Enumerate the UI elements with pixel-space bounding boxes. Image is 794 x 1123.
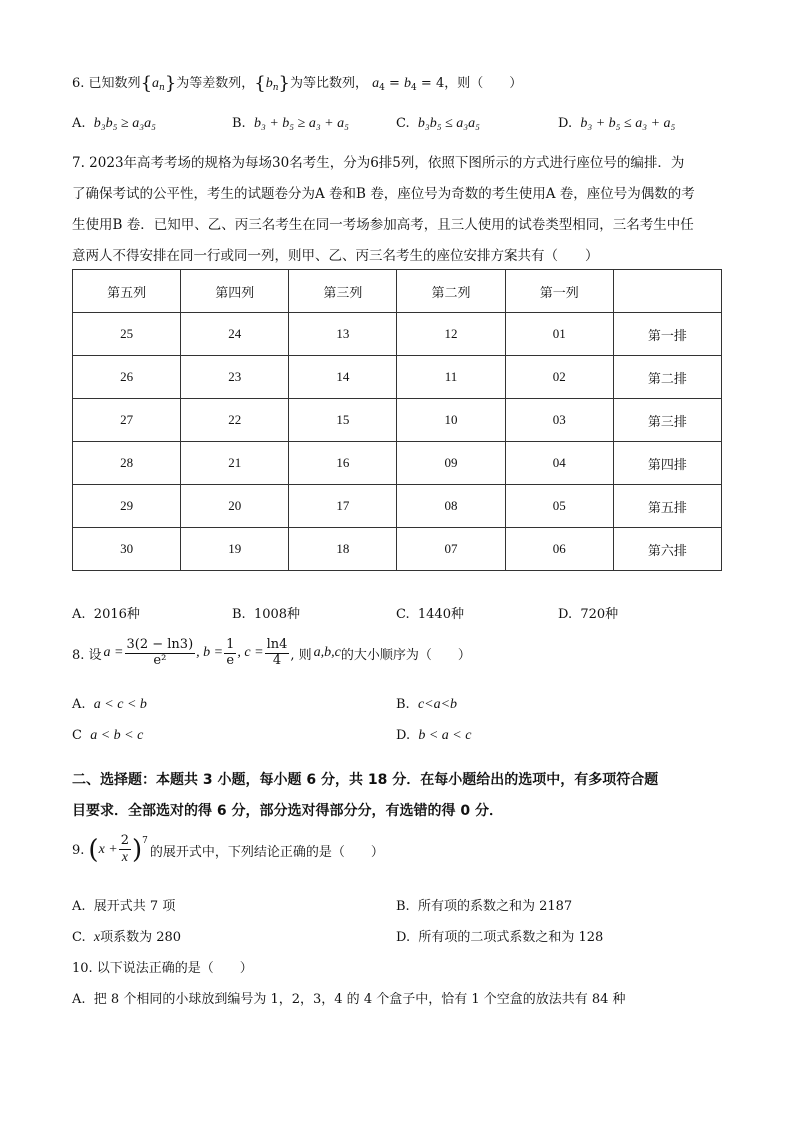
exponent: 7	[142, 836, 148, 846]
table-cell: 第四排	[613, 442, 721, 485]
table-cell: 26	[73, 356, 181, 399]
table-row	[73, 313, 722, 356]
q7-line-1: 7. 2023年高考考场的规格为每场30名考生，分为6排5列，依照下图所示的方式进行座位号的编排．为	[72, 155, 685, 171]
q8-option-a: A. a < c < b	[72, 697, 147, 712]
q10-option-a: A. 把 8 个相同的小球放到编号为 1，2，3，4 的 4 个盒子中，恰有 1 个空盒的放法共有 84 种	[72, 992, 626, 1007]
table-cell: 28	[73, 442, 181, 485]
table-header: 第三列	[289, 270, 397, 313]
table-row	[73, 442, 722, 485]
table-header	[613, 270, 721, 313]
q7-option-d: D. 720种	[558, 607, 619, 622]
table-cell: 第二排	[613, 356, 721, 399]
q8-stem: 8. 设 a = $\frac{3(2 - \ln 3)}{\text{e²}}$ , b = $\frac{1}{e}$ , c = $\frac{\ln 4}{4}$ , 则 a,b,c 的大小顺序为（ ）	[72, 637, 471, 668]
section-2-heading-line-1: 二、选择题：本题共 3 小题，每小题 6 分，共 18 分．在每小题给出的选项中，有多项符合题	[72, 772, 659, 788]
table-cell: 30	[73, 528, 181, 571]
table-header: 第一列	[505, 270, 613, 313]
table-cell: 10	[397, 399, 505, 442]
table-cell: 21	[181, 442, 289, 485]
q6-text-a: 已知数列	[88, 76, 141, 91]
q6-option-d: D. b₃ + b₅ ≤ a₃ + a₅	[558, 116, 676, 131]
q9-option-b: B. 所有项的系数之和为 2187	[396, 899, 573, 914]
table-cell: 20	[181, 485, 289, 528]
table-row	[73, 528, 722, 571]
table-header: 第二列	[397, 270, 505, 313]
q6-option-b: B. b₃ + b₅ ≥ a₃ + a₅	[232, 116, 349, 131]
q7-option-a: A. 2016种	[72, 607, 140, 622]
right-paren: )	[132, 835, 143, 866]
fraction-c: $\frac{\ln 4}{4}$	[266, 637, 288, 668]
table-cell: 02	[505, 356, 613, 399]
left-paren: (	[88, 835, 99, 866]
table-cell: 22	[181, 399, 289, 442]
table-cell: 第三排	[613, 399, 721, 442]
table-row	[73, 399, 722, 442]
table-cell: 08	[397, 485, 505, 528]
q7-line-3: 生使用B 卷．已知甲、乙、丙三名考生在同一考场参加高考，且三人使用的试卷类型相同，三名考生中任	[72, 217, 694, 233]
table-cell: 29	[73, 485, 181, 528]
table-row	[73, 356, 722, 399]
table-cell: 15	[289, 399, 397, 442]
q10-stem: 10. 以下说法正确的是（ ）	[72, 961, 253, 976]
section-2-heading-line-2: 目要求．全部选对的得 6 分，部分选对得部分分，有选错的得 0 分．	[72, 803, 503, 819]
table-cell: 07	[397, 528, 505, 571]
q6-option-a: A. b₃b₅ ≥ a₃a₅	[72, 116, 156, 131]
fraction-a: $\frac{3(2 - \ln 3)}{\text{e²}}$	[126, 637, 194, 668]
table-cell: 03	[505, 399, 613, 442]
q8-number: 8. 设	[72, 647, 102, 663]
table-cell: 17	[289, 485, 397, 528]
table-cell: 23	[181, 356, 289, 399]
q9-stem: 9. ( x + $\frac{2}{x}$ ) 7 的展开式中，下列结论正确的是（ ）	[72, 833, 384, 866]
table-cell: 27	[73, 399, 181, 442]
q9-option-c: C. x项系数为 280	[72, 930, 182, 945]
q8-option-b: B. c<a<b	[396, 697, 458, 712]
q9-option-a: A. 展开式共 7 项	[72, 899, 176, 914]
fraction-b: $\frac{1}{e}$	[226, 637, 235, 668]
table-cell: 06	[505, 528, 613, 571]
table-header-row	[73, 270, 722, 313]
table-cell: 18	[289, 528, 397, 571]
q7-option-b: B. 1008种	[232, 607, 301, 622]
table-cell: 25	[73, 313, 181, 356]
q9-option-d: D. 所有项的二项式系数之和为 128	[396, 930, 604, 945]
table-header: 第五列	[73, 270, 181, 313]
q9-number: 9.	[72, 842, 85, 858]
table-cell: 09	[397, 442, 505, 485]
table-cell: 14	[289, 356, 397, 399]
table-cell: 01	[505, 313, 613, 356]
table-cell: 12	[397, 313, 505, 356]
q6-option-c: C. b₃b₅ ≤ a₃a₅	[396, 116, 481, 131]
q7-option-c: C. 1440种	[396, 607, 464, 622]
q7-line-4: 意两人不得安排在同一行或同一列，则甲、乙、丙三名考生的座位安排方案共有（ ）	[72, 248, 599, 264]
q8-option-c: C a < b < c	[72, 728, 144, 743]
table-cell: 13	[289, 313, 397, 356]
q8-option-d: D. b < a < c	[396, 728, 472, 743]
table-cell: 第五排	[613, 485, 721, 528]
table-cell: 19	[181, 528, 289, 571]
q7-line-2: 了确保考试的公平性，考生的试题卷分为A 卷和B 卷，座位号为奇数的考生使用A 卷，座位号为偶数的考	[72, 186, 695, 202]
fraction-2-over-x: $\frac{2}{x}$	[120, 833, 130, 865]
table-cell: 第一排	[613, 313, 721, 356]
table-cell: 24	[181, 313, 289, 356]
table-header: 第四列	[181, 270, 289, 313]
table-cell: 11	[397, 356, 505, 399]
table-row	[73, 485, 722, 528]
seat-table	[72, 269, 722, 571]
q6-stem: 6. 已知数列$\{a_n\}$为等差数列，$\{b_n\}$为等比数列， $a_4 = b_4 = 4$，则（ ）	[72, 73, 523, 94]
table-cell: 04	[505, 442, 613, 485]
table-cell: 第六排	[613, 528, 721, 571]
q6-number: 6.	[72, 76, 85, 91]
table-cell: 16	[289, 442, 397, 485]
table-cell: 05	[505, 485, 613, 528]
